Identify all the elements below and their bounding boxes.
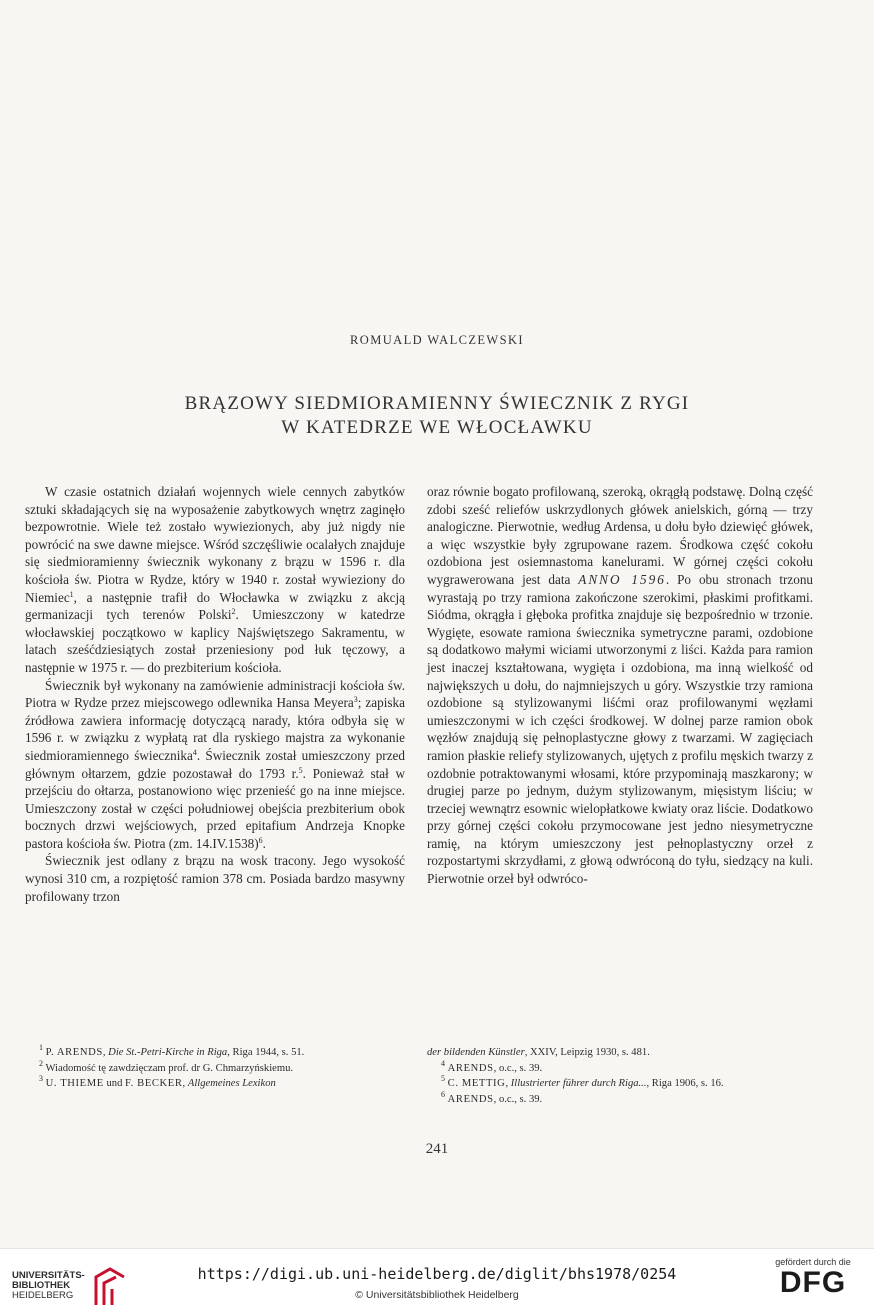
footnote-ref[interactable]: 3 xyxy=(353,695,358,705)
title-line-2: W KATEDRZE WE WŁOCŁAWKU xyxy=(281,417,593,438)
library-name-line2: BIBLIOTHEK xyxy=(12,1280,71,1291)
page-number: 241 xyxy=(425,1141,449,1157)
paragraph: oraz równie bogato profilowaną, szeroką, okrągłą podstawę. Dolną część zdobi sześć reliefów uskrzydlonych główek anielskich, górną — trzy analogiczne. Pierwotnie, według Ardensa, u dołu było dziewięć główek, a więc wszystkie były zgrupowane razem. Środkowa część cokołu ozdobiona jest osiemnastoma kanelurami. W górnej części cokołu wygrawerowana jest data ANNO 1596. Po obu stronach trzonu wyrastają po trzy ramiona zakończone szerokimi, płaskimi profitkami. Siódma, okrągła i głęboka profitka znajduje się bezpośrednio w trzonie. Wygięte, esowate ramiona świecznika symetryczne parami, ozdobione są dodatkowo małymi wiciami utworzonymi z liści. Każda para ramion jest inaczej kształtowana, wygięta i ozdobiona, ma inną wielkość od największych u dołu, do najmniejszych u góry. Wszystkie trzy ramiona ozdobione są stylizowanymi liśćmi oraz profilowanymi węzłami umieszczonymi w ich części środkowej. W dolnej parze ramion obok węzłów znajdują się pełnoplastyczne głowy z twarzami. W zagięciach ramion płaskie reliefy stylizowanych, ujętych z profilu męskich twarzy z ozdobnie potraktowanymi włosami, które przypominają maszkarony; w drugiej parze po jednym, dużym stylizowanym, mięsistym liściu; w trzeciej wewnątrz esownic wielopłatkowe kwiaty oraz liście. Dodatkowo przy górnej części cokołu przymocowane jest jedno niesymetryczne ramię, na którym umieszczony jest pełnoplastyczny orzeł z rozpostartymi skrzydłami, z głową odwróconą do tyłu, siedzący na kuli. Pierwotnie orzeł był odwróco- xyxy=(427,484,814,887)
footnote: $^4$ ARENDS, o.c., s. 39. xyxy=(441,1058,543,1074)
footnote-ref[interactable]: 4 xyxy=(192,747,197,757)
copyright-notice: © Universitätsbibliothek Heidelberg xyxy=(355,1289,519,1301)
viewer-footer xyxy=(0,1248,874,1315)
article-author: ROMUALD WALCZEWSKI xyxy=(350,333,524,347)
footnote: $^3$ U. THIEME und F. BECKER, Allgemeines Lexikon xyxy=(39,1074,276,1089)
article-title xyxy=(0,392,874,440)
footnote-ref[interactable]: 2 xyxy=(231,607,236,617)
dfg-wordmark: DFG xyxy=(779,1266,847,1299)
permalink-url[interactable]: https://digi.ub.uni-heidelberg.de/diglit/bhs1978/0254 xyxy=(197,1265,677,1283)
funded-by-label: gefördert durch die xyxy=(775,1257,851,1267)
footnotes-left xyxy=(25,1043,405,1093)
library-name-line1: UNIVERSITÄTS- xyxy=(12,1270,85,1281)
paragraph: W czasie ostatnich działań wojennych wiele cennych zabytków sztuki składających się na wyposażenie zabytkowych wnętrz zaginęło bezpowrotnie. Wiele też zostało wywiezionych, aby już nigdy nie powrócić na swe dawne miejsce. Wśród szczęśliwie ocalałych znajduje się siedmioramienny świecznik wykonany z brązu w 1596 r. dla kościoła św. Piotra w Rydze, który w 1940 r. został wywieziony do Niemiec$^1$, a następnie trafił do Włocławka w związku z akcją germanizacji tych terenów Polski$^2$. Umieszczony w katedrze włocławskiej początkowo w kaplicy Najświętszego Sakramentu, w latach sześćdziesiątych został przeniesiony pod łuk tęczowy, a następnie w 1975 r. — do prezbiterium kościoła. xyxy=(25,484,405,675)
left-column xyxy=(25,483,405,905)
footnote-ref[interactable]: 5 xyxy=(298,765,303,775)
title-line-1: BRĄZOWY SIEDMIORAMIENNY ŚWIECZNIK Z RYGI xyxy=(184,393,690,414)
footnotes-right xyxy=(427,1046,813,1108)
library-name-line3: HEIDELBERG xyxy=(12,1290,74,1301)
footnote-ref[interactable]: 6 xyxy=(258,835,263,845)
footnote: $^5$ C. METTIG, Illustrierter führer durch Riga..., Riga 1906, s. 16. xyxy=(441,1074,724,1089)
footnote: $^6$ ARENDS, o.c., s. 39. xyxy=(441,1089,543,1105)
paragraph: Świecznik jest odlany z brązu na wosk tracony. Jego wysokość wynosi 310 cm, a rozpiętość ramion 378 cm. Posiada bardzo masywny profilowany trzon xyxy=(25,853,405,904)
right-column xyxy=(427,483,813,888)
dfg-logo[interactable] xyxy=(768,1257,858,1299)
footnote: $^1$ P. ARENDS, Die St.-Petri-Kirche in Riga, Riga 1944, s. 51. xyxy=(39,1043,305,1058)
footnote: $^2$ Wiadomość tę zawdzięczam prof. dr G. Chmarzyńskiemu. xyxy=(39,1058,294,1074)
footnote: der bildenden Künstler, XXIV, Leipzig 1930, s. 481. xyxy=(427,1047,650,1058)
paragraph: Świecznik był wykonany na zamówienie administracji kościoła św. Piotra w Rydze przez miejscowego odlewnika Hansa Meyera$^3$; zapiska źródłowa zawiera informację dotyczącą narady, która odbyła się w 1596 r. w związku z wypłatą rat dla ryskiego majstra za wykonanie siedmioramiennego świecznika$^4$. Świecznik został umieszczony przed głównym ołtarzem, gdzie pozostawał do 1793 r.$^5$. Ponieważ stał w przejściu do ołtarza, postanowiono więc przenieść go na inne miejsce. Umieszczony został w części południowej obejścia prezbiterium obok bocznych drzwi wejściowych, przed epitafium Andrzeja Knopke pastora kościoła św. Piotra (zm. 14.IV.1538)$^6$. xyxy=(25,677,406,851)
inscription-date: ANNO 1596 xyxy=(578,571,666,587)
footnote-ref[interactable]: 1 xyxy=(69,589,74,599)
